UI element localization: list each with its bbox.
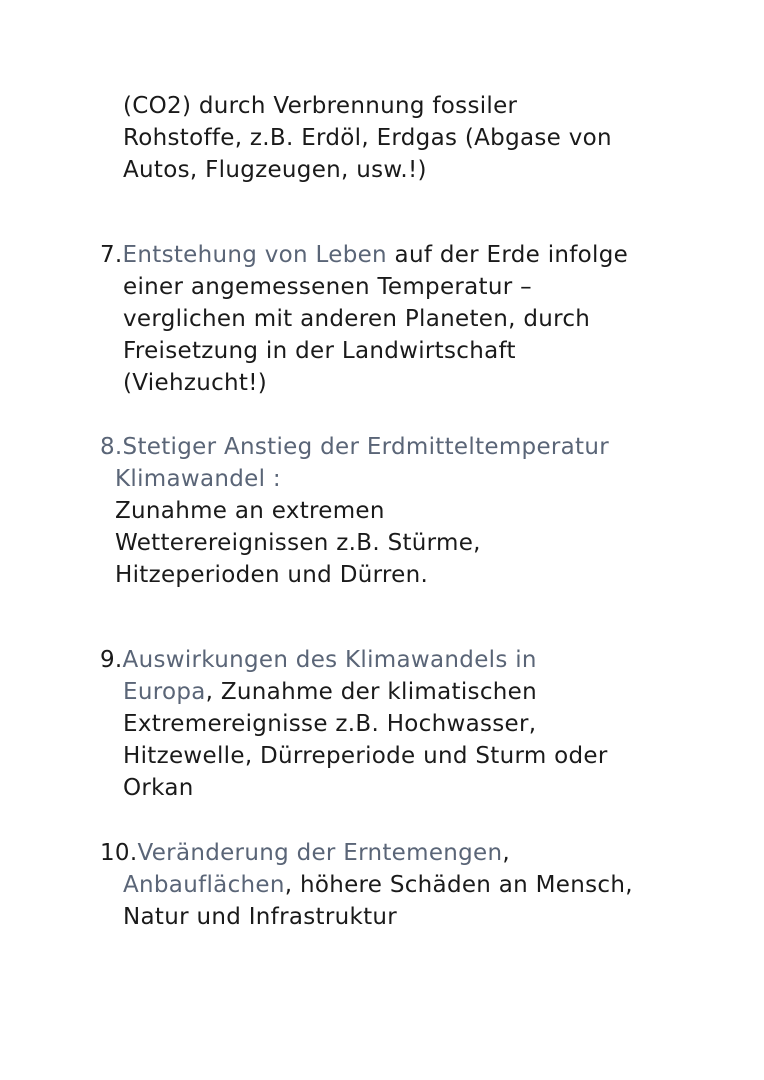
section10-heading1: Veränderung der Erntemengen: [137, 840, 503, 866]
section9-heading1: Auswirkungen des Klimawandels in: [122, 647, 537, 673]
section10-line3: Natur und Infrastruktur: [123, 904, 398, 930]
section9-heading2: Europa: [123, 679, 206, 705]
section8-number: 8.: [100, 434, 123, 460]
section9-line4: Hitzewelle, Dürreperiode und Sturm oder: [123, 743, 608, 769]
section9-heading-line1: [100, 644, 537, 676]
section10-line1-rest: ,: [502, 840, 511, 866]
section7-number: 7.: [100, 242, 123, 268]
section10-line2: [123, 869, 633, 901]
section8-heading2: Klimawandel :: [115, 466, 281, 492]
section10-line1: [100, 837, 510, 869]
section9-number: 9.: [100, 647, 123, 673]
section9-line5: Orkan: [123, 775, 194, 801]
section7-line4: Freisetzung in der Landwirtschaft: [123, 338, 516, 364]
section10-number: 10.: [100, 840, 138, 866]
section8-heading1: Stetiger Anstieg der Erdmitteltemperatur: [122, 434, 609, 460]
section8-line3: Hitzeperioden und Dürren.: [115, 562, 429, 588]
section7-line1: [100, 239, 628, 271]
section7-heading: Entstehung von Leben: [122, 242, 387, 268]
section7-line3: verglichen mit anderen Planeten, durch: [123, 306, 591, 332]
section7-line2: einer angemessenen Temperatur –: [123, 274, 532, 300]
section6-line2: Rohstoffe, z.B. Erdöl, Erdgas (Abgase von: [123, 125, 612, 151]
section9-line3: Extremereignisse z.B. Hochwasser,: [123, 711, 537, 737]
section9-line2: [123, 676, 537, 708]
section6-line1: (CO2) durch Verbrennung fossiler: [123, 93, 518, 119]
section8-line2: Wetterereignissen z.B. Stürme,: [115, 530, 481, 556]
section7-line1-rest: auf der Erde infolge: [386, 242, 629, 268]
section8-line1: Zunahme an extremen: [115, 498, 385, 524]
section10-heading2: Anbauflächen: [123, 872, 285, 898]
section9-line2-rest: , Zunahme der klimatischen: [205, 679, 537, 705]
section6-line3: Autos, Flugzeugen, usw.!): [123, 157, 427, 183]
section10-line2-rest: , höhere Schäden an Mensch,: [284, 872, 633, 898]
section8-heading-line1: [100, 431, 609, 463]
section7-line5: (Viehzucht!): [123, 370, 268, 396]
